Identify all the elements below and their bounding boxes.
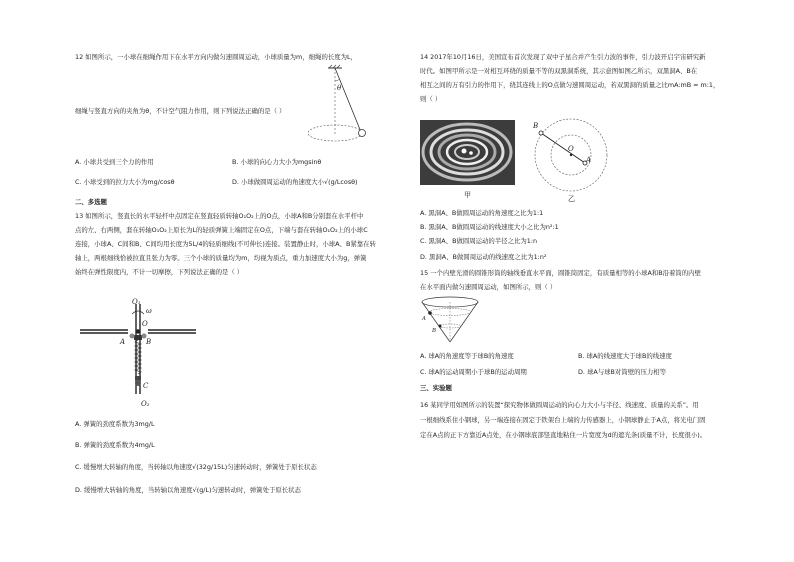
q14-stem-line2: 时代。如图甲所示是一对相互环绕的质量不等的双黑洞系统，其示意图如图乙所示，双黑洞A、B在 [420,67,698,75]
q14-yi-caption: 乙 [568,195,575,203]
q14-stem-line4: 则（ ） [420,95,442,103]
section-experiment: 三、实验题 [420,384,452,392]
q14-o-label: O [568,145,574,153]
q16-stem-line3: 定在A点的正下方靠近A点处，在小钢球底部竖直地粘住一片宽度为d的遮光条(质量不计，长度很小)。 [420,431,707,439]
q13-option-b: B. 弹簧的劲度系数为4mg/L [75,441,155,449]
section-multiple-choice: 二、多选题 [75,198,107,206]
q14-figure-yi-binary-orbits [528,115,618,205]
q13-o1-label: O₁ [132,298,141,306]
q15-option-a: A. 球A的角速度等于球B的角速度 [420,352,514,360]
q12-option-c: C. 小球受到的拉力大小为mg/cosθ [75,178,175,186]
q12-option-a: A. 小球共受到三个力的作用 [75,158,154,166]
q13-b-label: B [146,338,152,346]
q13-stem-line3: 连接，小球A、C间和B、C间均用长度为5L/4的轻质细线(不可伸长)连接。装置静止时，小球A、B紧靠在转 [75,240,376,248]
q14-stem-line3: 相互之间的万有引力的作用下，绕其连线上的O点做匀速圆周运动，若双黑洞的质量之比mA:mB = m:1， [420,81,720,89]
q13-c-label: C [143,382,149,390]
q15-option-b: B. 球A的线速度大于球B的线速度 [578,352,672,360]
q13-o2-label: O₂ [141,400,150,408]
q15-a-label: A [422,316,426,322]
q12-conical-pendulum-figure [296,66,376,156]
q15-stem-line1: 15 一个内壁光滑的圆锥形筒的轴线垂直水平面，圆锥筒固定，有质量相等的小球A和B沿着筒的内壁 [420,269,701,277]
q12-stem-line2: 细绳与竖直方向的夹角为θ，不计空气阻力作用，则下列说法正确的是（ ） [75,107,286,115]
q14-option-a: A. 黑洞A、B做圆周运动的角速度之比为1:1 [420,209,544,217]
q14-option-b: B. 黑洞A、B做圆周运动的线速度大小之比为n²:1 [420,223,559,231]
q13-stem-line4: 轴上，两根细线恰被拉直且张力为零。三个小球的质量均为m，均视为质点，重力加速度大小为g，弹簧 [75,254,367,262]
q13-option-a: A. 弹簧的劲度系数为3mg/L [75,420,155,428]
q15-option-d: D. 球A与球B对筒壁的压力相等 [578,368,667,376]
q13-rotating-rod-figure [80,296,200,410]
q14-a-label: A [586,156,592,164]
q13-option-c: C. 缓慢增大转轴的角度，当转轴以角速度√(32g/15L)匀速转动时，弹簧处于原长状态 [75,463,317,471]
q15-b-label: B [432,328,437,334]
q13-a-label: A [120,338,126,346]
q15-stem-line2: 在水平面内做匀速圆周运动，如图所示，则（ ） [420,283,557,291]
q14-jia-caption: 甲 [464,191,471,199]
q12-theta-label: θ [337,84,342,92]
q12-option-d: D. 小球做圆周运动的角速度大小√(g/Lcosθ) [232,178,358,186]
q15-option-c: C. 球A的运动周期小于球B的运动周期 [420,368,527,376]
q16-stem-line2: 一根细线系住小钢球，另一端连接在固定于铁架台上端的力传感器上，小钢球静止于A点，将光电门固 [420,416,706,424]
q16-stem-line1: 16 某同学用如图所示的装置“探究物体做圆周运动的向心力大小与半径、线速度、质量的关系”。用 [420,401,699,409]
q13-option-d: D. 缓慢增大转轴的角度，当转轴以角速度√(g/L)匀速转动时，弹簧处于原长状态 [75,486,301,494]
q14-option-c: C. 黑洞A、B做圆周运动的半径之比为1:n [420,237,538,245]
q13-stem-line1: 13 如图所示，竖直长的水平轻杆中点固定在竖直轻质转轴O₁O₂上的O点，小球A和B分别套在水平杆中 [75,212,364,220]
q14-b-label: B [533,122,539,130]
q13-o-label: O [142,320,148,328]
q13-stem-line2: 点的左、右两侧，套在转轴O₁O₂上原长为L的轻质弹簧上端固定在O点，下端与套在转轴O₁O₂上的小球C [75,226,368,234]
q13-stem-line5: 始终在弹性限度内，不计一切摩擦，下列说法正确的是（ ） [75,268,244,276]
q14-option-d: D. 黑洞A、B做圆周运动的线速度之比为1:n² [420,253,547,261]
q14-figure-jia-gravitational-waves [420,120,515,200]
q12-option-b: B. 小球的向心力大小为mgsinθ [232,158,322,166]
q13-omega-label: ω [146,307,152,315]
q12-stem-line1: 12 如图所示，一小球在细绳作用下在水平方向内做匀速圆周运动，小球质量为m，细绳的长度为L， [75,53,357,61]
q15-cone-figure [420,296,480,346]
q14-stem-line1: 14 2017年10月16日，美国宣布首次发现了双中子星合并产生引力波的事件，引力波开启宇宙研究新 [420,53,706,61]
